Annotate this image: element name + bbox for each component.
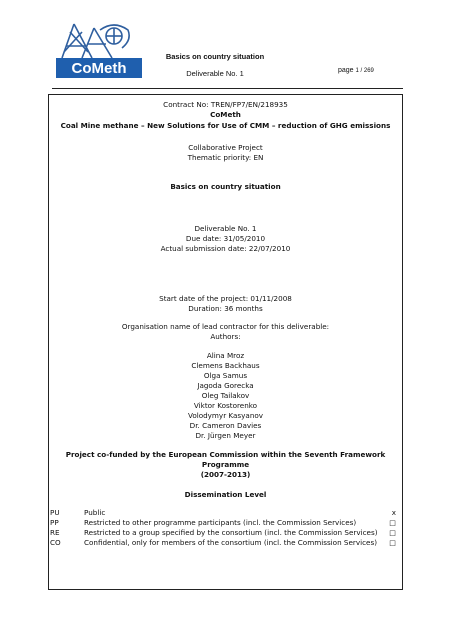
author-name: Oleg Tailakov [201,391,250,400]
author-name: Clemens Backhaus [191,361,260,370]
level-code: CO [50,538,61,547]
author-name: Alina Mroz [206,351,245,360]
project-type: Collaborative Project [188,143,263,152]
header-title: Basics on country situation [165,52,265,61]
project-acronym: CoMeth [210,110,241,119]
header-deliverable: Deliverable No. 1 [186,69,244,78]
project-title: Coal Mine methane – New Solutions for Use of CMM – reduction of GHG emissions [60,121,391,130]
header-rule [52,88,403,89]
funding-line: Project co-funded by the European Commission within the Seventh Framework [65,450,386,459]
organisation-line: Organisation name of lead contractor for this deliverable: [121,322,330,331]
start-date: Start date of the project: 01/11/2008 [159,294,292,303]
header-page-number [338,67,374,74]
cometh-logo [52,18,146,80]
author-name: Volodymyr Kasyanov [187,411,264,420]
level-desc: Public [84,508,106,517]
contract-number: Contract No: TREN/FP7/EN/218935 [163,100,288,109]
level-code: PP [50,518,59,527]
level-mark: x [391,508,396,517]
authors-label: Authors: [210,332,241,341]
level-mark: □ [389,538,396,547]
deliverable-number: Deliverable No. 1 [194,224,257,233]
level-desc: Confidential, only for members of the consortium (incl. the Commission Services) [84,538,378,547]
logo-text: CoMeth [71,60,127,77]
level-code: RE [50,528,60,537]
funding-line: (2007-2013) [200,470,251,479]
level-mark: □ [389,518,396,527]
funding-line: Programme [201,460,250,469]
thematic-priority: Thematic priority: EN [187,153,264,162]
level-mark: □ [389,528,396,537]
author-name: Olga Samus [203,371,248,380]
level-desc: Restricted to other programme participants (incl. the Commission Services) [84,518,357,527]
document-title: Basics on country situation [170,182,281,191]
duration: Duration: 36 months [188,304,263,313]
level-desc: Restricted to a group specified by the consortium (incl. the Commission Services) [84,528,378,537]
author-name: Viktor Kostorenko [193,401,258,410]
author-name: Dr. Cameron Davies [189,421,262,430]
page-label: page [338,67,354,74]
submission-date: Actual submission date: 22/07/2010 [160,244,291,253]
author-name: Jagoda Gorecka [197,381,254,390]
due-date: Due date: 31/05/2010 [185,234,266,243]
author-name: Dr. Jürgen Meyer [195,431,256,440]
dissemination-title: Dissemination Level [184,490,267,499]
level-code: PU [50,508,60,517]
page-num: 1 / 269 [355,68,374,74]
